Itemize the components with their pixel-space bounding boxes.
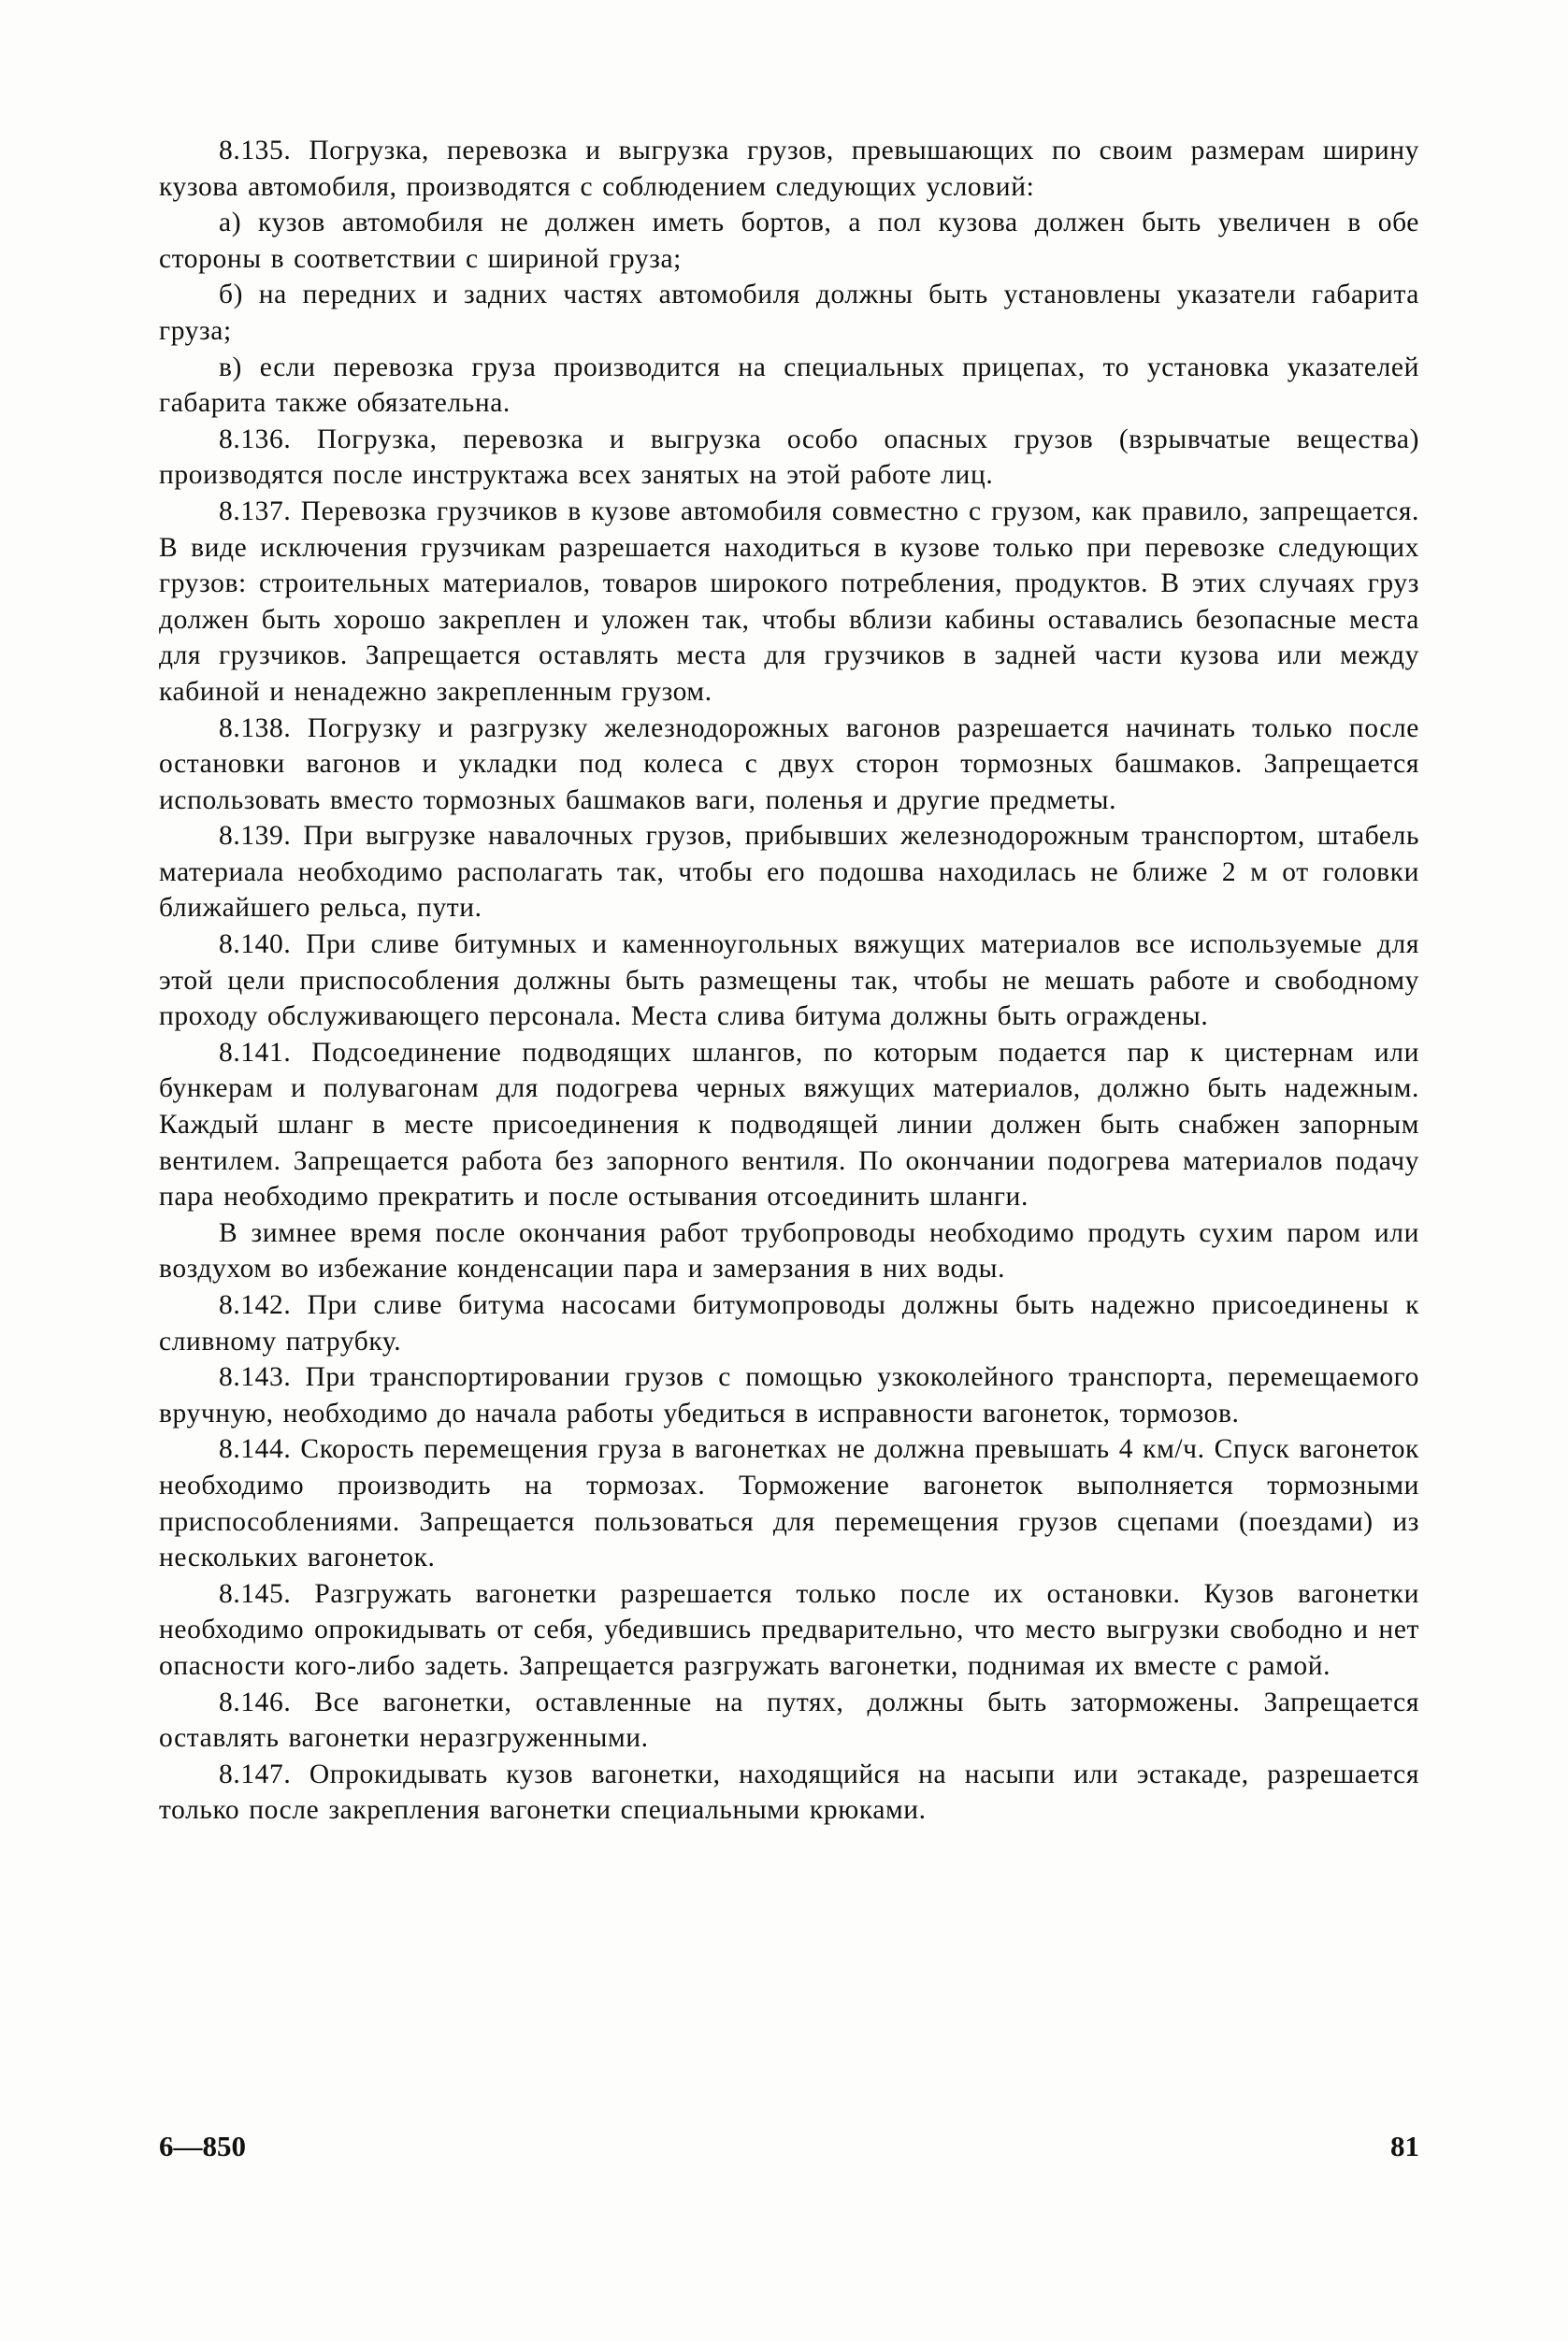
- condition-a: а) кузов автомобиля не должен иметь бортов, а пол кузова должен быть увеличен в обе стороны в соответствии с шириной груза;: [159, 208, 1419, 274]
- paragraph-8-147: 8.147. Опрокидывать кузов вагонетки, находящийся на насыпи или эстакаде, разрешается только после закрепления вагонетки специальными крюками.: [159, 1759, 1419, 1826]
- body-text: [159, 133, 1419, 1829]
- paragraph-8-138: 8.138. Погрузку и разгрузку железнодорожных вагонов разрешается начинать только после остановки вагонов и укладки под колеса с двух сторон тормозных башмаков. Запрещается использовать вместо тормозных башмаков ваги, поленья и другие предметы.: [159, 712, 1419, 815]
- page-footer: [159, 2130, 1419, 2171]
- paragraph-8-146: 8.146. Все вагонетки, оставленные на путях, должны быть заторможены. Запрещается оставлять вагонетки неразгруженными.: [159, 1687, 1419, 1754]
- paragraph-8-140: 8.140. При сливе битумных и каменноугольных вяжущих материалов все используемые для этой цели приспособления должны быть размещены так, чтобы не мешать работе и свободному проходу обслуживающего персонала. Места слива битума должны быть ограждены.: [159, 929, 1419, 1032]
- paragraph-8-144: 8.144. Скорость перемещения груза в вагонетках не должна превышать 4 км/ч. Спуск вагонеток необходимо производить на тормозах. Торможение вагонеток выполняется тормозными приспособлениями. Запрещается пользоваться для перемещения грузов сцепами (поездами) из нескольких вагонеток.: [159, 1434, 1419, 1573]
- paragraph-8-143: 8.143. При транспортировании грузов с помощью узкоколейного транспорта, перемещаемого вручную, необходимо до начала работы убедиться в исправности вагонеток, тормозов.: [159, 1362, 1419, 1429]
- sheet-code: 6—850: [159, 2130, 246, 2162]
- paragraph-8-136: 8.136. Погрузка, перевозка и выгрузка особо опасных грузов (взрывчатые вещества) производятся после инструктажа всех занятых на этой работе лиц.: [159, 424, 1419, 491]
- condition-b: б) на передних и задних частях автомобиля должны быть установлены указатели габарита груза;: [159, 280, 1419, 346]
- paragraph-8-141: 8.141. Подсоединение подводящих шлангов, по которым подается пар к цистернам или бункерам и полувагонам для подогрева черных вяжущих материалов, должно быть надежным. Каждый шланг в месте присоединения к подводящей линии должен быть снабжен запорным вентилем. Запрещается работа без запорного вентиля. По окончании подогрева материалов подачу пара необходимо прекратить и после остывания отсоединить шланги.: [159, 1037, 1419, 1213]
- paragraph-8-139: 8.139. При выгрузке навалочных грузов, прибывших железнодорожным транспортом, штабель материала необходимо располагать так, чтобы его подошва находилась не ближе 2 м от головки ближайшего рельса, пути.: [159, 821, 1419, 924]
- paragraph-8-145: 8.145. Разгружать вагонетки разрешается только после их остановки. Кузов вагонетки необходимо опрокидывать от себя, убедившись предварительно, что место выгрузки свободно и нет опасности кого-либо задеть. Запрещается разгружать вагонетки, поднимая их вместе с рамой.: [159, 1578, 1419, 1681]
- page-number: 81: [1390, 2130, 1419, 2162]
- paragraph-8-135: 8.135. Погрузка, перевозка и выгрузка грузов, превышающих по своим размерам ширину кузова автомобиля, производятся с соблюдением следующих условий:: [159, 136, 1419, 202]
- paragraph-8-142: 8.142. При сливе битума насосами битумопроводы должны быть надежно присоединены к сливному патрубку.: [159, 1290, 1419, 1357]
- paragraph-winter-note: В зимнее время после окончания работ трубопроводы необходимо продуть сухим паром или воздухом во избежание конденсации пара и замерзания в них воды.: [159, 1217, 1419, 1285]
- paragraph-8-137: 8.137. Перевозка грузчиков в кузове автомобиля совместно с грузом, как правило, запрещается. В виде исключения грузчикам разрешается находиться в кузове только при перевозке следующих грузов: строительных материалов, товаров широкого потребления, продуктов. В этих случаях груз должен быть хорошо закреплен и уложен так, чтобы вблизи кабины оставались безопасные места для грузчиков. Запрещается оставлять места для грузчиков в задней части кузова или между кабиной и ненадежно закрепленным грузом.: [159, 495, 1419, 707]
- condition-c: в) если перевозка груза производится на специальных прицепах, то установка указателей габарита также обязательна.: [159, 352, 1419, 419]
